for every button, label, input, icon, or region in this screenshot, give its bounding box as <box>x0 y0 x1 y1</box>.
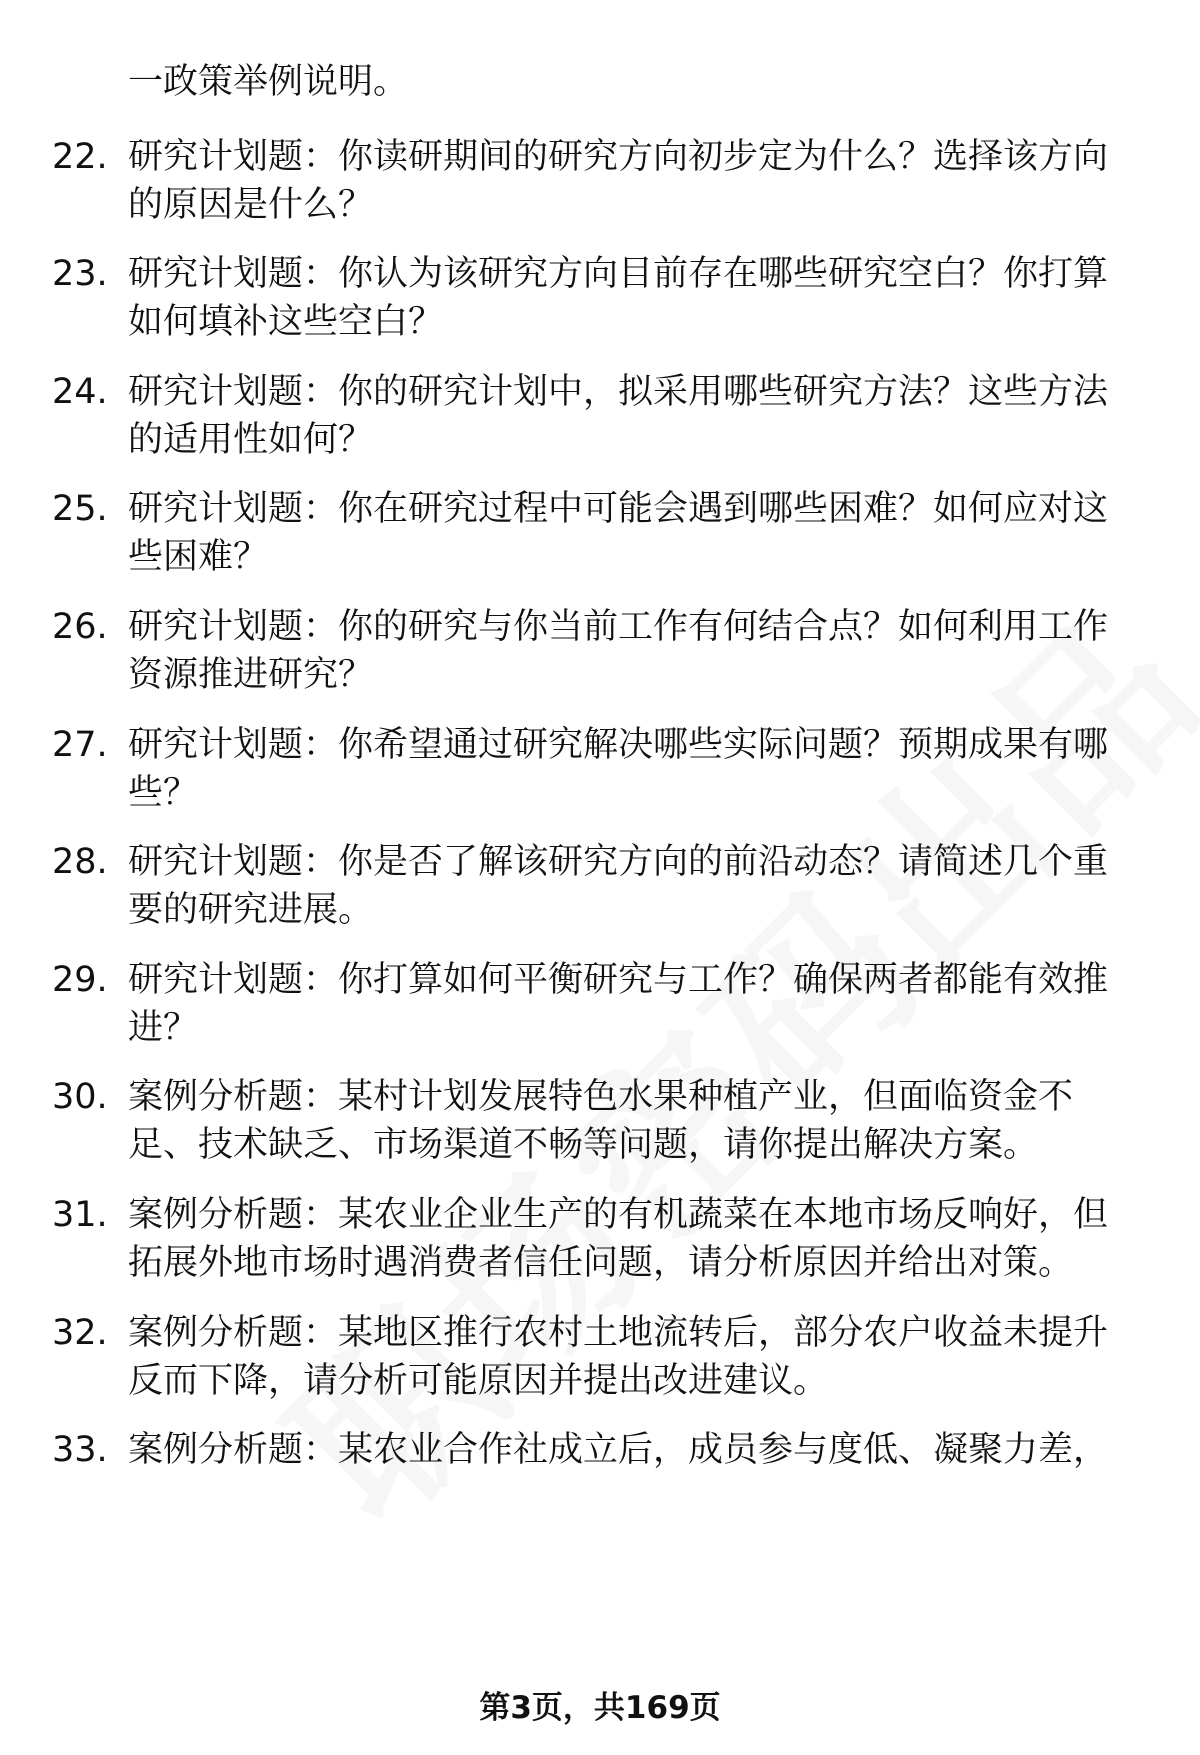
question-line: 的原因是什么？ <box>128 185 374 225</box>
question-line: 研究计划题：你认为该研究方向目前存在哪些研究空白？你打算 <box>128 254 1109 294</box>
question-line: 反而下降，请分析可能原因并提出改进建议。 <box>128 1361 829 1401</box>
question-text <box>128 250 1148 346</box>
question-text <box>128 956 1148 1052</box>
question-text <box>128 133 1148 229</box>
question-number: 29. <box>52 960 108 1000</box>
question-number: 23. <box>52 254 108 294</box>
question-line: 研究计划题：你希望通过研究解决哪些实际问题？预期成果有哪 <box>128 725 1109 765</box>
question-line: 研究计划题：你打算如何平衡研究与工作？确保两者都能有效推 <box>128 960 1109 1000</box>
question-line: 研究计划题：你读研期间的研究方向初步定为什么？选择该方向 <box>128 137 1109 177</box>
question-text <box>128 1073 1148 1169</box>
question-line: 研究计划题：你的研究计划中，拟采用哪些研究方法？这些方法 <box>128 372 1109 412</box>
question-number: 30. <box>52 1077 108 1117</box>
question-line: 资源推进研究？ <box>128 655 374 695</box>
question-line: 些困难？ <box>128 537 269 577</box>
question-line: 案例分析题：某地区推行农村土地流转后，部分农户收益未提升 <box>128 1313 1109 1353</box>
question-number: 28. <box>52 842 108 882</box>
question-line: 研究计划题：你在研究过程中可能会遇到哪些困难？如何应对这 <box>128 489 1109 529</box>
question-line: 案例分析题：某农业企业生产的有机蔬菜在本地市场反响好，但 <box>128 1195 1109 1235</box>
question-line: 要的研究进展。 <box>128 890 374 930</box>
question-text <box>128 368 1148 464</box>
question-line: 的适用性如何？ <box>128 420 374 460</box>
question-line: 如何填补这些空白？ <box>128 302 444 342</box>
question-number: 26. <box>52 607 108 647</box>
question-line: 研究计划题：你的研究与你当前工作有何结合点？如何利用工作 <box>128 607 1109 647</box>
page-footer: 第3页，共169页 <box>479 1690 721 1726</box>
question-line: 足、技术缺乏、市场渠道不畅等问题，请你提出解决方案。 <box>128 1125 1039 1165</box>
question-text <box>128 721 1148 817</box>
question-text <box>128 1426 1148 1474</box>
question-text <box>128 485 1148 581</box>
question-text <box>128 603 1148 699</box>
question-number: 32. <box>52 1313 108 1353</box>
question-line: 案例分析题：某农业合作社成立后，成员参与度低、凝聚力差， <box>128 1430 1109 1470</box>
question-number: 24. <box>52 372 108 412</box>
question-number: 25. <box>52 489 108 529</box>
question-text <box>128 1309 1148 1405</box>
question-number: 33. <box>52 1430 108 1470</box>
question-number: 22. <box>52 137 108 177</box>
question-text <box>128 838 1148 934</box>
question-line: 些？ <box>128 773 199 813</box>
question-line: 进？ <box>128 1008 199 1048</box>
question-number: 31. <box>52 1195 108 1235</box>
question-line: 拓展外地市场时遇消费者信任问题，请分析原因并给出对策。 <box>128 1243 1074 1283</box>
question-line: 研究计划题：你是否了解该研究方向的前沿动态？请简述几个重 <box>128 842 1109 882</box>
question-line: 案例分析题：某村计划发展特色水果种植产业，但面临资金不 <box>128 1077 1074 1117</box>
continuation-text: 一政策举例说明。 <box>128 62 409 102</box>
question-text <box>128 1191 1148 1287</box>
question-number: 27. <box>52 725 108 765</box>
